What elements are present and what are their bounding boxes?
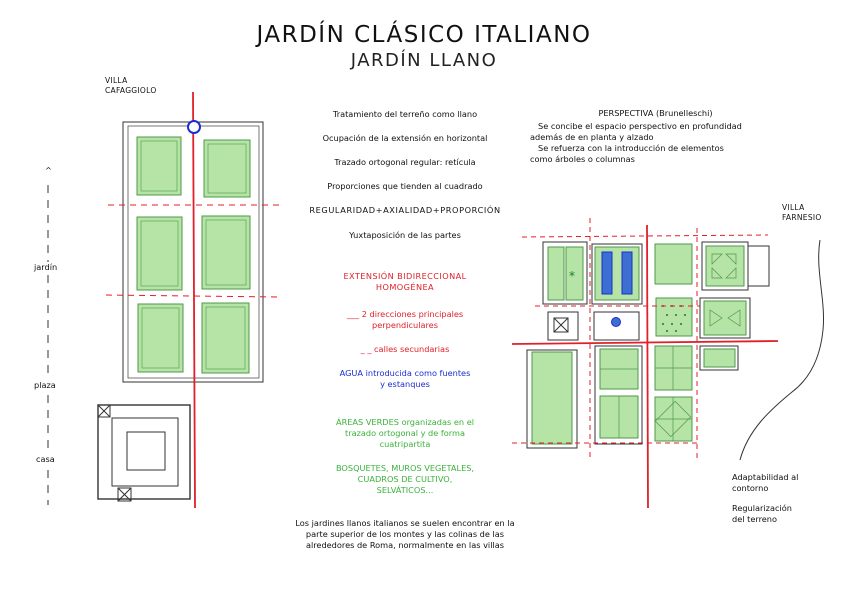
villa-label-line1: VILLA bbox=[782, 203, 805, 212]
water-line2: y estanques bbox=[380, 379, 430, 389]
footer-line1: Los jardines llanos italianos se suelen encontrar en la bbox=[295, 518, 515, 528]
villa-label-line2: FARNESIO bbox=[782, 213, 822, 222]
axis-label-plaza: plaza bbox=[34, 380, 56, 390]
svg-text:*: * bbox=[569, 269, 575, 283]
lawn-parterre bbox=[204, 140, 250, 197]
characteristic-5: REGULARIDAD+AXIALIDAD+PROPORCIÓN bbox=[309, 205, 501, 215]
bosquetes-note bbox=[290, 463, 520, 496]
footer-line3: alrededores de Roma, normalmente en las villas bbox=[305, 540, 505, 550]
secondary-streets-note: _ _ calles secundarias bbox=[360, 344, 450, 354]
regularization-line1: Regularización bbox=[732, 503, 792, 513]
lawn-parterre bbox=[202, 303, 249, 373]
green-areas-line1: ÁREAS VERDES organizadas en el bbox=[335, 417, 475, 427]
perspective-line4: como árboles o columnas bbox=[530, 154, 635, 164]
bosquetes-line1: BOSQUETES, MUROS VEGETALES, bbox=[335, 463, 475, 473]
perspective-heading: PERSPECTIVA (Brunelleschi) bbox=[598, 108, 713, 118]
axis-label-jardin: jardín bbox=[34, 262, 58, 272]
villa-label-line2: CAFAGGIOLO bbox=[105, 86, 157, 95]
characteristic-6: Yuxtaposición de las partes bbox=[349, 230, 461, 240]
perspective-line2: además de en planta y alzado bbox=[530, 132, 654, 142]
characteristic-1: Tratamiento del terreño como llano bbox=[332, 109, 478, 119]
main-directions-line2: perpendiculares bbox=[372, 320, 438, 330]
characteristic-3: Trazado ortogonal regular: retícula bbox=[334, 157, 476, 167]
adaptability-line2: contorno bbox=[732, 483, 769, 493]
adaptability-note bbox=[732, 472, 837, 494]
bosquetes-line3: SELVÁTICOS... bbox=[376, 485, 434, 495]
regularization-note bbox=[732, 503, 837, 525]
green-areas-note bbox=[290, 417, 520, 450]
characteristic-4: Proporciones que tienden al cuadrado bbox=[327, 181, 483, 191]
water-note bbox=[295, 368, 515, 390]
main-directions-line1: ___ 2 direcciones principales bbox=[346, 309, 464, 319]
page-title: JARDÍN CLÁSICO ITALIANO bbox=[256, 22, 592, 48]
page-subtitle: JARDÍN LLANO bbox=[350, 50, 498, 71]
extension-note bbox=[300, 271, 510, 293]
lawn-parterre bbox=[202, 216, 250, 289]
villa-label-line1: VILLA bbox=[105, 76, 128, 85]
extension-line2: HOMOGÉNEA bbox=[375, 282, 435, 292]
characteristic-2: Ocupación de la extensión en horizontal bbox=[322, 133, 488, 143]
adaptability-line1: Adaptabilidad al bbox=[732, 472, 799, 482]
villa-cafaggiolo-label bbox=[105, 76, 157, 96]
villa-farnesio-label bbox=[782, 203, 822, 223]
footer-note bbox=[255, 518, 555, 551]
extension-line1: EXTENSIÓN BIDIRECCIONAL bbox=[343, 271, 467, 281]
lawn-parterre bbox=[138, 304, 183, 372]
green-areas-line2: trazado ortogonal y de forma bbox=[345, 428, 465, 438]
perspective-line3: Se refuerza con la introducción de elementos bbox=[538, 143, 724, 153]
axis-label-casa: casa bbox=[36, 454, 55, 464]
perspective-line1: Se concibe el espacio perspectivo en profundidad bbox=[538, 121, 742, 131]
cafaggiolo-plan bbox=[48, 92, 280, 508]
regularization-line2: del terreno bbox=[732, 514, 778, 524]
main-directions-note bbox=[300, 309, 510, 331]
green-areas-line3: cuatripartita bbox=[379, 439, 431, 449]
lawn-parterre bbox=[137, 137, 181, 195]
bosquetes-line2: CUADROS DE CULTIVO, bbox=[357, 474, 453, 484]
footer-line2: parte superior de los montes y las colinas de las bbox=[305, 529, 505, 539]
axis-arrow-label: ^ bbox=[45, 165, 52, 175]
lawn-parterre bbox=[137, 217, 182, 290]
farnesio-plan bbox=[512, 218, 824, 508]
water-line1: AGUA introducida como fuentes bbox=[339, 368, 471, 378]
